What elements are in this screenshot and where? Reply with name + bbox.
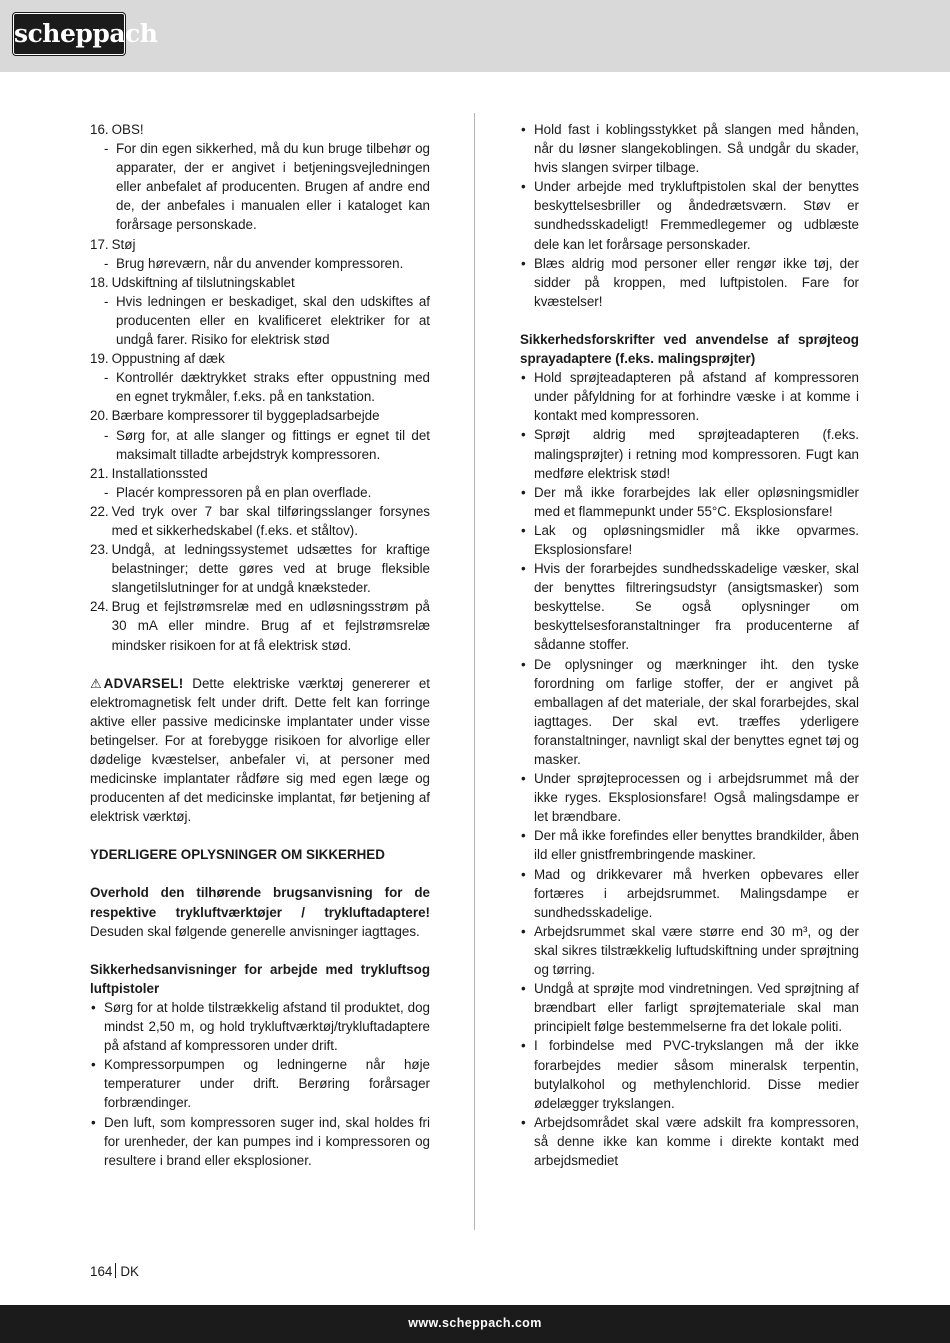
bullet-text: Der må ikke forefindes eller benyttes brandkilder, åben ild eller gnistfrembringende maskiner. bbox=[534, 828, 859, 863]
numbered-item bbox=[90, 597, 430, 654]
bullet-item bbox=[520, 826, 859, 864]
warning-text: Dette elektriske værktøj genererer et elektromagnetisk felt under drift. Dette felt kan forringe aktive eller passive medicinske implantater under visse betingelser. For at forebygge risikoen for alvorlige eller dødelige kvæstelser, anbefaler vi, at personer med medicinske implantater rådføre sig med egen læge og producenten af det medicinske implantat, før betjening af elektrisk værktøj. bbox=[90, 675, 430, 825]
bullet-marker: • bbox=[521, 981, 526, 997]
numbered-item bbox=[90, 235, 430, 254]
bullet-list bbox=[90, 998, 430, 1170]
bullet-text: Hold fast i koblingsstykket på slangen med hånden, når du løsner slangekoblingen. Så undgår du skader, hvis slangen svirper tilbage. bbox=[534, 122, 859, 176]
item-number: 18. bbox=[90, 274, 109, 290]
intro-rest: Desuden skal følgende generelle anvisninger iagttages. bbox=[90, 923, 420, 939]
item-number: 21. bbox=[90, 465, 109, 481]
bullet-text: Under arbejde med trykluftpistolen skal der benyttes beskyttelsesbriller og åndedrætsværn. Støv er sundhedsskadeligt! Fremmedlegemer og udblæste dele kan let forårsage personskader. bbox=[534, 179, 859, 252]
item-number: 24. bbox=[90, 599, 109, 615]
page-number bbox=[90, 1263, 139, 1279]
item-number: 17. bbox=[90, 236, 109, 252]
sub-item-text: Hvis ledningen er beskadiget, skal den udskiftes af producenten eller en kvalificeret elektriker for at undgå farer. Risiko for elektrisk stød bbox=[116, 293, 430, 348]
left-column bbox=[90, 120, 430, 1170]
bullet-text: Arbejdsområdet skal være adskilt fra kompressoren, så denne ikke kan komme i direkte kontakt med arbejdsmediet bbox=[534, 1114, 859, 1168]
intro-bold: Overhold den tilhørende brugsanvisning for de respektive trykluftværktøjer / trykluftadaptere! bbox=[90, 885, 430, 920]
warning-paragraph bbox=[90, 674, 430, 827]
item-number: 23. bbox=[90, 542, 109, 558]
bullet-item bbox=[520, 1113, 859, 1170]
bullet-text: Der må ikke forarbejdes lak eller opløsningsmidler med et flammepunkt under 55°C. Eksplosionsfare! bbox=[534, 484, 859, 519]
intro-paragraph bbox=[90, 883, 430, 940]
bullet-list-spray bbox=[520, 368, 859, 1170]
bullet-marker: • bbox=[91, 999, 96, 1015]
sub-heading: Sikkerhedsanvisninger for arbejde med trykluftsog luftpistoler bbox=[90, 961, 430, 996]
item-title: OBS! bbox=[111, 122, 144, 137]
item-number: 16. bbox=[90, 122, 109, 137]
bullet-marker: • bbox=[521, 1114, 526, 1130]
numbered-item bbox=[90, 273, 430, 292]
bullet-marker: • bbox=[521, 179, 526, 195]
item-title: Brug et fejlstrømsrelæ med en udløsningsstrøm på 30 mA eller mindre. Brug af et fejlstrømsrelæ mindsker risikoen for at få elektrisk stød. bbox=[111, 599, 430, 653]
bullet-marker: • bbox=[521, 427, 526, 443]
sub-item bbox=[90, 139, 430, 234]
footer-band bbox=[0, 1305, 950, 1343]
bullet-item bbox=[520, 979, 859, 1036]
spray-heading: Sikkerhedsforskrifter ved anvendelse af sprøjteog sprayadaptere (f.eks. malingsprøjter) bbox=[520, 331, 859, 367]
numbered-item bbox=[90, 349, 430, 368]
right-column bbox=[520, 120, 859, 1170]
numbered-item bbox=[90, 406, 430, 425]
bullet-item bbox=[520, 769, 859, 826]
dash-marker: - bbox=[104, 255, 109, 271]
sub-item-text: For din egen sikkerhed, må du kun bruge tilbehør og apparater, der er angivet i betjeningsvejledningen eller anbefalet af producenten. Brugen af andre end de, der anbefales i manualen eller i kataloget kan forårsage personskade. bbox=[116, 141, 430, 233]
bullet-marker: • bbox=[521, 771, 526, 787]
bullet-item bbox=[520, 1036, 859, 1112]
dash-marker: - bbox=[104, 427, 109, 443]
bullet-item bbox=[520, 865, 859, 922]
bullet-marker: • bbox=[521, 1038, 526, 1054]
item-title: Oppustning af dæk bbox=[111, 351, 225, 367]
bullet-text: Mad og drikkevarer må hverken opbevares eller fortæres i arbejdsrummet. Malingsdampe er sundhedsskadelige. bbox=[534, 866, 859, 920]
bullet-marker: • bbox=[521, 866, 526, 882]
sub-item bbox=[90, 368, 430, 406]
warning-title: ADVARSEL! bbox=[103, 675, 184, 691]
sub-item-text: Brug høreværn, når du anvender kompressoren. bbox=[116, 255, 404, 271]
bullet-item bbox=[520, 120, 859, 177]
bullet-marker: • bbox=[521, 255, 526, 271]
bullet-item bbox=[520, 655, 859, 770]
numbered-list bbox=[90, 120, 430, 655]
sub-item bbox=[90, 292, 430, 349]
dash-marker: - bbox=[104, 293, 109, 309]
sub-item-text: Placér kompressoren på en plan overflade. bbox=[116, 484, 372, 500]
bullet-marker: • bbox=[521, 923, 526, 939]
bullet-item bbox=[520, 177, 859, 253]
bullet-text: De oplysninger og mærkninger iht. den tyske forordning om farlige stoffer, der er angivet på emballagen af det materiale, der skal forarbejdes, skal iagttages. Der skal evt. træffes yderligere foranstaltninger, navnligt skal der benyttes egnet tøj og masker. bbox=[534, 656, 859, 767]
scheppach-logo: scheppach bbox=[13, 13, 125, 55]
sub-item-text: Sørg for, at alle slanger og fittings er egnet til det maksimalt tilladte arbejdstryk kompressoren. bbox=[116, 427, 430, 462]
bullet-marker: • bbox=[521, 561, 526, 577]
bullet-marker: • bbox=[521, 370, 526, 386]
bullet-text: Hvis der forarbejdes sundhedsskadelige væsker, skal der benyttes filtreringsudstyr (ansigtsmasker) som beskyttelse. Se også oplysninger om beskyttelsesforanstaltninger fra producenterne af sådanne stoffer. bbox=[534, 561, 859, 653]
dash-marker: - bbox=[104, 370, 109, 386]
dash-marker: - bbox=[104, 484, 109, 500]
item-number: 22. bbox=[90, 503, 109, 519]
bullet-marker: • bbox=[521, 122, 526, 137]
bullet-text: I forbindelse med PVC-trykslangen må der ikke forarbejdes medier såsom mineralsk terpentin, butylalkohol og methylenchlorid. Disse medier ødelægger trykslangen. bbox=[534, 1038, 859, 1111]
bullet-text: Hold sprøjteadapteren på afstand af kompressoren under påfyldning for at forhindre væske i at komme i kontakt med kompressoren. bbox=[534, 370, 859, 424]
dash-marker: - bbox=[104, 141, 109, 157]
bullet-item bbox=[520, 521, 859, 559]
warning-triangle-icon: ⚠ bbox=[90, 675, 102, 691]
bullet-item bbox=[90, 1113, 430, 1170]
bullet-marker: • bbox=[521, 656, 526, 672]
separator bbox=[115, 1263, 116, 1278]
bullet-marker: • bbox=[521, 828, 526, 844]
numbered-item bbox=[90, 540, 430, 597]
numbered-item bbox=[90, 502, 430, 540]
website-url[interactable]: www.scheppach.com bbox=[408, 1316, 542, 1330]
page-number-value: 164 bbox=[90, 1264, 113, 1279]
numbered-item bbox=[90, 464, 430, 483]
bullet-marker: • bbox=[91, 1057, 96, 1073]
bullet-text: Under sprøjteprocessen og i arbejdsrummet må der ikke ryges. Eksplosionsfare! Også malingsdampe er let brændbare. bbox=[534, 771, 859, 825]
item-title: Støj bbox=[111, 236, 136, 252]
sub-item-text: Kontrollér dæktrykket straks efter oppustning med en egnet trykmåler, f.eks. på en tankstation. bbox=[116, 370, 430, 405]
bullet-marker: • bbox=[521, 522, 526, 538]
item-title: Undgå, at ledningssystemet udsættes for kraftige belastninger; dette gøres ved at bruge fleksible slangetilslutninger for at undgå knæksteder. bbox=[111, 542, 430, 596]
item-title: Installationssted bbox=[111, 465, 208, 481]
numbered-item bbox=[90, 120, 430, 139]
bullet-text: Lak og opløsningsmidler må ikke opvarmes. Eksplosionsfare! bbox=[534, 522, 859, 557]
bullet-text: Sørg for at holde tilstrækkelig afstand til produktet, dog mindst 2,50 m, og hold trykluftværktøj/trykluftadaptere på afstand af kompressoren under drift. bbox=[104, 999, 430, 1054]
bullet-marker: • bbox=[521, 484, 526, 500]
bullet-text: Den luft, som kompressoren suger ind, skal holdes fri for urenheder, der kan pumpes ind i kompressoren og resultere i brand eller eksplosioner. bbox=[104, 1114, 430, 1168]
bullet-item bbox=[520, 254, 859, 311]
bullet-item bbox=[520, 425, 859, 482]
bullet-item bbox=[520, 559, 859, 654]
bullet-marker: • bbox=[91, 1114, 96, 1130]
bullet-list-top bbox=[520, 120, 859, 311]
item-number: 20. bbox=[90, 408, 109, 424]
item-title: Bærbare kompressorer til byggepladsarbejde bbox=[111, 408, 380, 424]
bullet-text: Undgå at sprøjte mod vindretningen. Ved sprøjtning af brændbart eller farligt sprøjtemateriale skal man principielt følge bestemmelserne fra det lokale politi. bbox=[534, 981, 859, 1035]
section-heading: YDERLIGERE OPLYSNINGER OM SIKKERHED bbox=[90, 847, 385, 863]
bullet-text: Kompressorpumpen og ledningerne når høje temperaturer under drift. Berøring forårsager forbrændinger. bbox=[104, 1057, 430, 1111]
sub-item bbox=[90, 483, 430, 502]
bullet-item bbox=[90, 998, 430, 1055]
sub-item bbox=[90, 426, 430, 464]
item-title: Ved tryk over 7 bar skal tilføringsslanger forsynes med et sikkerhedskabel (f.eks. et ståltov). bbox=[111, 503, 430, 538]
sub-item bbox=[90, 254, 430, 273]
bullet-item bbox=[520, 368, 859, 425]
bullet-item bbox=[520, 483, 859, 521]
bullet-text: Blæs aldrig mod personer eller rengør ikke tøj, der sidder på kroppen, med luftpistolen. Fare for kvæstelser! bbox=[534, 255, 859, 309]
header-band bbox=[0, 0, 950, 72]
language-code: DK bbox=[120, 1264, 139, 1279]
bullet-text: Arbejdsrummet skal være større end 30 m³, og der skal sikres tilstrækkelig luftudskiftning under sprøjtning og tørring. bbox=[534, 923, 859, 978]
item-number: 19. bbox=[90, 351, 109, 367]
bullet-item bbox=[520, 922, 859, 979]
bullet-text: Sprøjt aldrig med sprøjteadapteren (f.eks. malingsprøjter) i retning mod kompressoren. Fugt kan medføre elektrisk stød! bbox=[534, 427, 859, 481]
column-divider bbox=[474, 113, 475, 1230]
bullet-item bbox=[90, 1055, 430, 1112]
item-title: Udskiftning af tilslutningskablet bbox=[111, 274, 295, 290]
